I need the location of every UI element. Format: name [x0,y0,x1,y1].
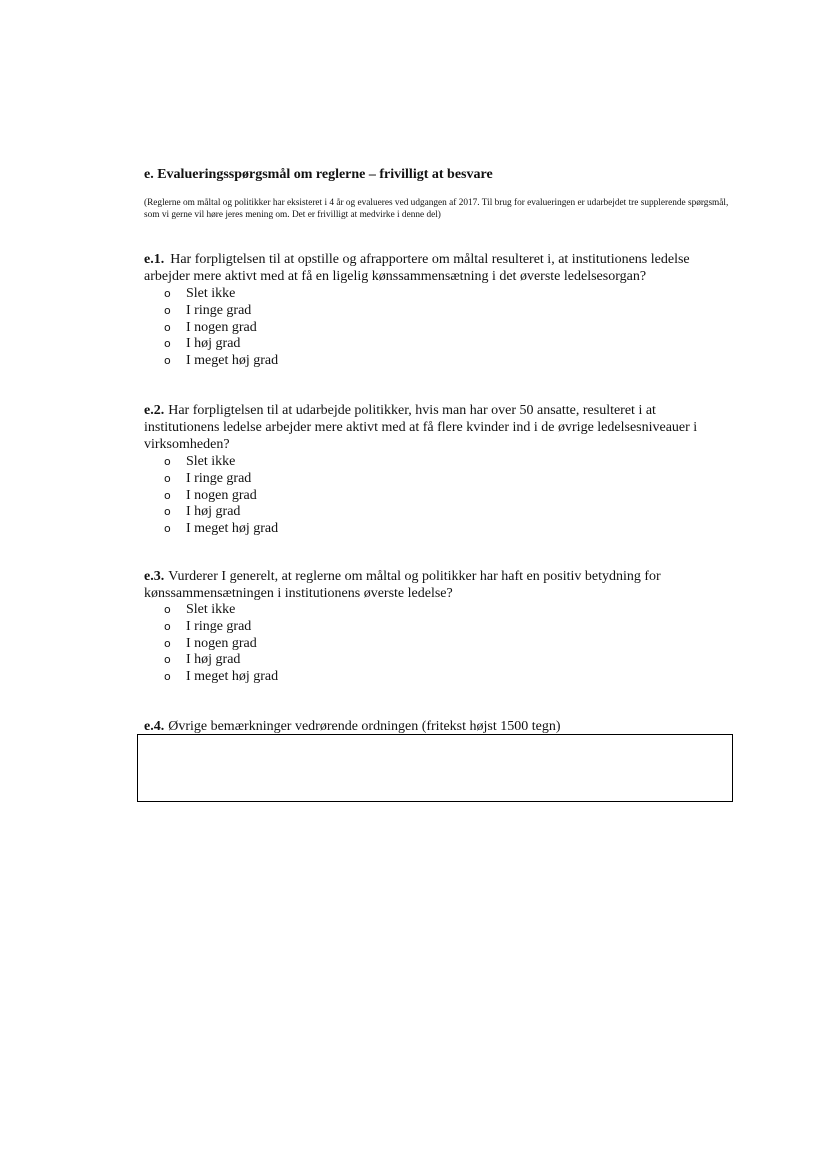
radio-bullet-icon[interactable]: o [164,303,171,317]
radio-bullet-icon[interactable]: o [164,636,171,650]
radio-bullet-icon[interactable]: o [164,455,171,468]
option-item[interactable] [164,286,278,303]
options-e2 [164,454,278,538]
question-number: e.4. [144,719,165,734]
radio-bullet-icon[interactable]: o [164,522,171,536]
option-item[interactable] [164,504,278,521]
radio-bullet-icon[interactable]: o [164,603,171,616]
option-label: I høj grad [186,504,241,520]
option-label: I meget høj grad [186,521,279,537]
radio-bullet-icon[interactable]: o [164,471,171,485]
option-item[interactable] [164,336,278,353]
question-number: e.2. [144,403,165,418]
option-label: I meget høj grad [186,353,279,369]
option-label: I nogen grad [186,487,257,503]
option-label: I høj grad [186,336,241,352]
question-e2 [144,403,734,453]
option-item[interactable] [164,669,278,686]
option-label: Slet ikke [186,286,236,301]
radio-bullet-icon[interactable]: o [164,287,171,300]
question-text: Har forpligtelsen til at opstille og afrapportere om måltal resulteret i, at institutionens ledelse arbejder mere aktivt med at få en ligelig kønssammensætning i det øverste ledelsesorgan? [144,252,690,284]
option-item[interactable] [164,303,278,320]
radio-bullet-icon[interactable]: o [164,337,171,351]
question-text: Øvrige bemærkninger vedrørende ordningen (fritekst højst 1500 tegn) [168,719,561,734]
question-text: Har forpligtelsen til at udarbejde politikker, hvis man har over 50 ansatte, resulteret i at institutionens ledelse arbejder mere aktivt med at få flere kvinder ind i de øvrige ledelsesniveauer i virksomheden? [144,403,698,452]
option-item[interactable] [164,652,278,669]
options-e3 [164,602,278,686]
question-number: e.3. [144,569,165,584]
option-item[interactable] [164,602,278,619]
option-item[interactable] [164,619,278,636]
options-e1 [164,286,278,370]
option-label: I nogen grad [186,635,257,651]
intro-note: (Reglerne om måltal og politikker har eksisteret i 4 år og evalueres ved udgangen af 2017. Til brug for evalueringen er udarbejdet tre supplerende spørgsmål, som vi gerne vil høre jeres mening om. Det er frivilligt at medvirke i denne del) [144,198,729,220]
question-number: e.1. [144,252,165,267]
radio-bullet-icon[interactable]: o [164,320,171,334]
question-e1 [144,252,734,286]
question-text: Vurderer I generelt, at reglerne om måltal og politikker har haft en positiv betydning for kønssammensætningen i institutionens øverste ledelse? [144,569,661,601]
option-item[interactable] [164,471,278,488]
option-item[interactable] [164,521,278,538]
page-title: e. Evalueringsspørgsmål om reglerne – frivilligt at besvare [144,167,493,182]
option-item[interactable] [164,320,278,337]
radio-bullet-icon[interactable]: o [164,653,171,667]
option-label: Slet ikke [186,602,236,617]
radio-bullet-icon[interactable]: o [164,505,171,519]
radio-bullet-icon[interactable]: o [164,670,171,684]
option-label: I høj grad [186,652,241,668]
option-item[interactable] [164,454,278,471]
option-label: I meget høj grad [186,669,279,685]
option-label: Slet ikke [186,454,236,469]
option-label: I ringe grad [186,618,252,634]
option-item[interactable] [164,636,278,653]
option-label: I ringe grad [186,302,252,318]
radio-bullet-icon[interactable]: o [164,354,171,368]
option-label: I nogen grad [186,319,257,335]
radio-bullet-icon[interactable]: o [164,619,171,633]
radio-bullet-icon[interactable]: o [164,488,171,502]
option-label: I ringe grad [186,470,252,486]
option-item[interactable] [164,353,278,370]
freetext-box[interactable] [137,734,733,802]
option-item[interactable] [164,488,278,505]
question-e3 [144,569,734,603]
